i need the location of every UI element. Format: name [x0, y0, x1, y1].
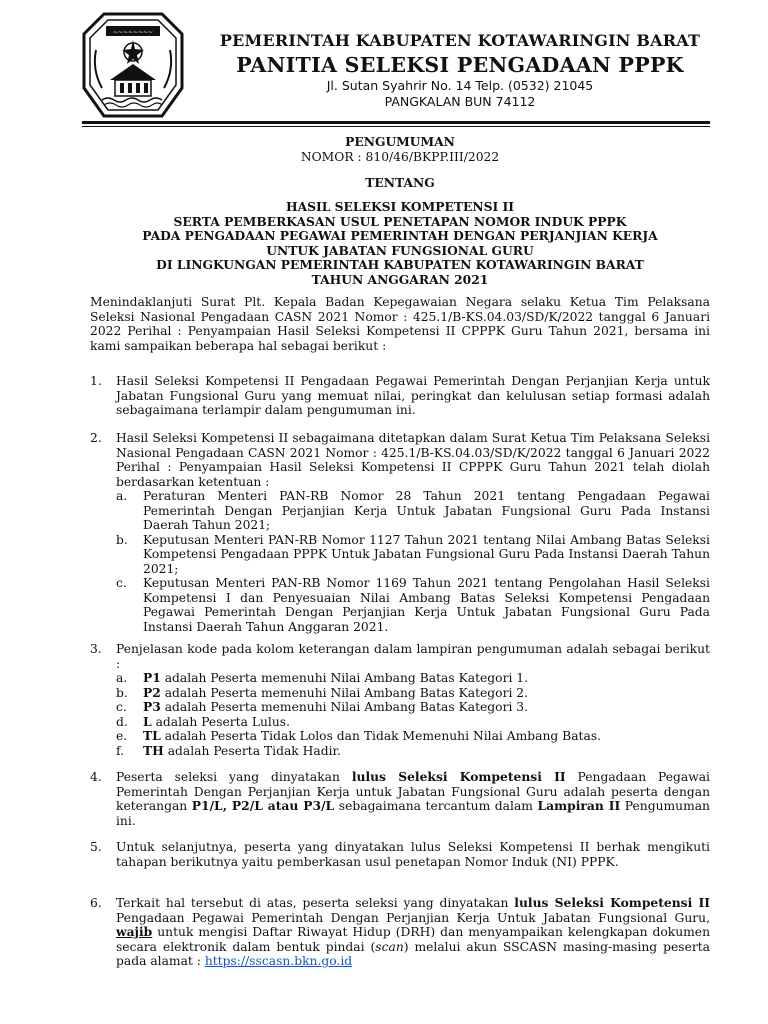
sub-letter: a.: [116, 489, 128, 503]
item-text-part: Peserta seleksi yang dinyatakan: [116, 770, 352, 784]
list-item-4: [90, 770, 710, 828]
subject-line: TAHUN ANGGARAN 2021: [311, 271, 489, 287]
code-desc: adalah Peserta Lulus.: [151, 714, 290, 729]
subject-line: SERTA PEMBERKASAN USUL PENETAPAN NOMOR INDUK PPPK: [173, 213, 627, 229]
code-item: [116, 744, 710, 759]
sub-letter: c.: [116, 700, 127, 714]
item-text-part: Pengadaan Pegawai Pemerintah Dengan Perjanjian Kerja untuk Jabatan Fungsional Guru adalah peserta dengan keterangan: [116, 770, 710, 813]
sub-item-c: [116, 576, 710, 634]
sub-letter: f.: [116, 743, 125, 758]
subject-line: HASIL SELEKSI KOMPETENSI II: [285, 199, 515, 214]
announcement-about: TENTANG: [365, 175, 435, 190]
item-text-part: sebagaimana tercantum dalam: [334, 799, 538, 813]
sub-letter: e.: [116, 729, 128, 743]
sscasn-link[interactable]: https://sscasn.bkn.go.id: [204, 954, 353, 968]
letterhead-text: [200, 30, 720, 110]
list-item-3: [90, 642, 710, 758]
code-item: [116, 671, 710, 686]
address-line-1: Jl. Sutan Syahrir No. 14 Telp. (0532) 21045: [326, 78, 594, 93]
item-text-part: Terkait hal tersebut di atas, peserta seleksi yang dinyatakan: [116, 896, 515, 910]
sub-letter: c.: [116, 576, 127, 590]
item-number: 2.: [90, 431, 102, 445]
code-desc: adalah Peserta memenuhi Nilai Ambang Batas Kategori 1.: [160, 671, 529, 685]
item-bold-part: lulus Seleksi Kompetensi II: [351, 769, 566, 784]
sub-letter: b.: [116, 532, 128, 547]
code-label: P3: [143, 699, 161, 714]
item-text: Untuk selanjutnya, peserta yang dinyatakan lulus Seleksi Kompetensi II berhak mengikuti tahapan berikutnya yaitu pemberkasan usul penetapan Nomor Induk (NI) PPPK.: [116, 840, 710, 869]
sub-letter: b.: [116, 685, 128, 700]
item-bold-part: Lampiran II: [537, 798, 621, 813]
government-name: PEMERINTAH KABUPATEN KOTAWARINGIN BARAT: [219, 31, 701, 50]
item-number: 6.: [90, 896, 102, 910]
code-label: TH: [143, 742, 164, 758]
code-item: [116, 700, 710, 715]
item-number: 1.: [90, 374, 102, 388]
code-label: L: [143, 713, 152, 729]
item-bold-part: lulus Seleksi Kompetensi II: [514, 895, 710, 910]
address-line-2: PANGKALAN BUN 74112: [384, 94, 536, 109]
code-desc: adalah Peserta memenuhi Nilai Ambang Batas Kategori 3.: [160, 700, 529, 714]
code-desc: adalah Peserta Tidak Hadir.: [163, 743, 341, 758]
letterhead-rule-thick: [82, 121, 710, 124]
item-text-part: Pengumuman ini.: [116, 799, 710, 828]
sub-item-a: [116, 489, 710, 533]
letterhead-rule-thin: [82, 126, 710, 127]
list-item-1: [90, 374, 710, 418]
sub-letter: a.: [116, 671, 128, 685]
announcement-label: PENGUMUMAN: [345, 134, 455, 149]
item-text: Hasil Seleksi Kompetensi II Pengadaan Pegawai Pemerintah Dengan Perjanjian Kerja untuk Jabatan Fungsional Guru yang memuat nilai, peringkat dan kelulusan setiap formasi adalah sebagaimana terlampir dalam pengumuman ini.: [116, 374, 710, 417]
sub-text: Keputusan Menteri PAN-RB Nomor 1127 Tahun 2021 tentang Nilai Ambang Batas Seleksi Kompetensi Pengadaan PPPK Untuk Jabatan Fungsional Guru Pada Instansi Daerah Tahun 2021;: [143, 532, 710, 576]
item-text-part: ) melalui akun SSCASN masing-masing peserta pada alamat :: [116, 939, 710, 968]
list-item-5: [90, 840, 710, 869]
code-item: [116, 729, 710, 744]
subject-line: PADA PENGADAAN PEGAWAI PEMERINTAH DENGAN PERJANJIAN KERJA: [142, 228, 658, 243]
code-label: P1: [143, 670, 161, 685]
code-item: [116, 715, 710, 730]
code-item: [116, 686, 710, 701]
committee-name: PANITIA SELEKSI PENGADAAN PPPK: [236, 53, 684, 77]
list-item-2: [90, 431, 710, 634]
sub-text: Keputusan Menteri PAN-RB Nomor 1169 Tahun 2021 tentang Pengolahan Hasil Seleksi Kompetensi I dan Penyesuaian Nilai Ambang Batas Seleksi Kompetensi Pengadaan Pegawai Pemerintah Dengan Perjanjian Kerja Untuk Jabatan Fungsional Guru Pada Instansi Daerah Tahun Anggaran 2021.: [143, 576, 710, 634]
list-item-6: [90, 896, 710, 969]
item-text: Hasil Seleksi Kompetensi II sebagaimana ditetapkan dalam Surat Ketua Tim Pelaksana Seleksi Nasional Pengadaan CASN 2021 Nomor : 425.1/B-KS.04.03/SD/K/2022 tanggal 6 Januari 2022 Perihal : Penyampaian Hasil Seleksi Kompetensi II CPPPK Guru Tahun 2021 telah diolah berdasarkan ketentuan :: [116, 431, 710, 489]
item-text-part: untuk mengisi Daftar Riwayat Hidup (DRH) dan menyampaikan kelengkapan dokumen secara elektronik dalam bentuk pindai (: [116, 925, 710, 954]
announcement-number: NOMOR : 810/46/BKPP.III/2022: [300, 150, 500, 164]
subject-line: DI LINGKUNGAN PEMERINTAH KABUPATEN KOTAWARINGIN BARAT: [156, 257, 644, 272]
item-bold-part: P1/L, P2/L atau P3/L: [191, 798, 335, 813]
code-desc: adalah Peserta Tidak Lolos dan Tidak Memenuhi Nilai Ambang Batas.: [160, 729, 602, 743]
regency-emblem: [82, 10, 184, 122]
item-number: 3.: [90, 642, 102, 656]
item-italic-part: scan: [375, 939, 404, 954]
item-underlined-part: wajib: [116, 924, 153, 939]
item-text-part: Pengadaan Pegawai Pemerintah Dengan Perjanjian Kerja Untuk Jabatan Fungsional Guru,: [116, 910, 710, 925]
item-text: Penjelasan kode pada kolom keterangan dalam lampiran pengumuman adalah sebagai berikut :: [116, 642, 710, 671]
letterhead: [0, 0, 768, 128]
subject-line: UNTUK JABATAN FUNGSIONAL GURU: [266, 242, 534, 258]
item-number: 4.: [90, 770, 102, 784]
svg-text:~~~~~~~~: ~~~~~~~~: [112, 29, 154, 36]
item-number: 5.: [90, 840, 102, 854]
announcement-subject: [90, 200, 710, 287]
code-label: TL: [143, 728, 161, 743]
code-label: P2: [143, 684, 161, 700]
sub-text: Peraturan Menteri PAN-RB Nomor 28 Tahun 2021 tentang Pengadaan Pegawai Pemerintah Dengan Perjanjian Kerja Untuk Jabatan Fungsional Guru Pada Instansi Daerah Tahun 2021;: [143, 489, 710, 532]
sub-letter: d.: [116, 714, 128, 729]
code-desc: adalah Peserta memenuhi Nilai Ambang Batas Kategori 2.: [160, 685, 529, 700]
intro-paragraph: Menindaklanjuti Surat Plt. Kepala Badan Kepegawaian Negara selaku Ketua Tim Pelaksana Seleksi Nasional Pengadaan CASN 2021 Nomor : 425.1/B-KS.04.03/SD/K/2022 tanggal 6 Januari 2022 Perihal : Penyampaian Hasil Seleksi Kompetensi II CPPPK Guru Tahun 2021, bersama ini kami sampaikan beberapa hal sebagai berikut :: [90, 295, 710, 353]
sub-item-b: [116, 533, 710, 577]
